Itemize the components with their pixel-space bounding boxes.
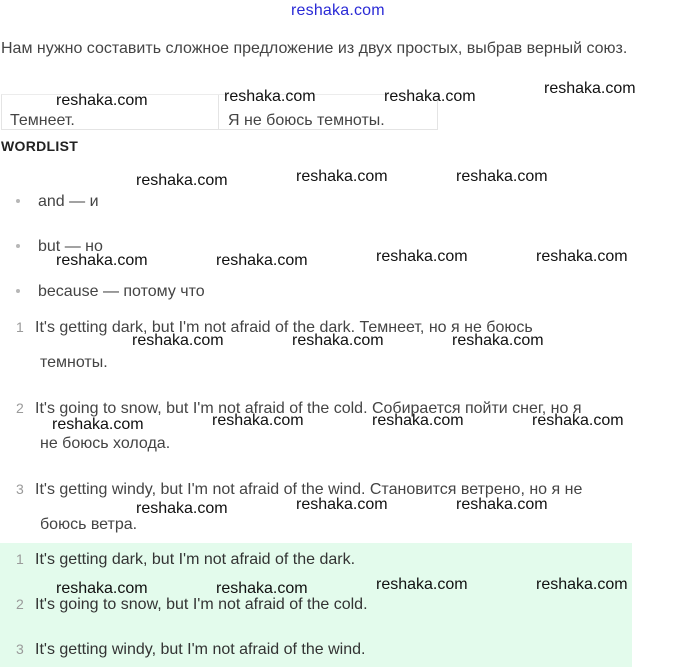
watermark: reshaka.com xyxy=(456,168,548,185)
item-number: 3 xyxy=(16,641,24,657)
watermark: reshaka.com xyxy=(456,496,548,513)
answer-line-cont: боюсь ветра. xyxy=(40,516,138,533)
site-watermark-top: reshaka.com xyxy=(291,2,385,19)
watermark: reshaka.com xyxy=(132,332,224,349)
wordlist-item: because — потому что xyxy=(16,283,205,301)
item-number: 1 xyxy=(16,551,24,567)
item-number: 2 xyxy=(16,596,24,612)
sentence-left: Темнеет. xyxy=(2,95,219,129)
answer-line: It's getting windy, but I'm not afraid of the wind. Становится ветрено, но я не xyxy=(35,481,583,498)
watermark: reshaka.com xyxy=(212,412,304,429)
item-number: 3 xyxy=(16,481,24,497)
watermark: reshaka.com xyxy=(56,92,148,109)
final-answer-item: 1 It's getting dark, but I'm not afraid of the dark. xyxy=(16,551,356,568)
bullet-icon xyxy=(16,289,20,293)
wordlist-item: but — но xyxy=(16,238,103,256)
watermark: reshaka.com xyxy=(452,332,544,349)
watermark: reshaka.com xyxy=(544,80,636,97)
item-number: 2 xyxy=(16,400,24,416)
watermark: reshaka.com xyxy=(532,412,624,429)
bullet-icon xyxy=(16,244,20,248)
watermark: reshaka.com xyxy=(296,496,388,513)
watermark: reshaka.com xyxy=(536,576,628,593)
watermark: reshaka.com xyxy=(56,580,148,597)
item-number: 1 xyxy=(16,319,24,335)
answer-line: It's going to snow, but I'm not afraid of the cold. Собирается пойти снег, но я xyxy=(35,400,582,417)
watermark: reshaka.com xyxy=(384,88,476,105)
watermark: reshaka.com xyxy=(372,412,464,429)
watermark: reshaka.com xyxy=(536,248,628,265)
watermark: reshaka.com xyxy=(52,416,144,433)
wordlist-heading: WORDLIST xyxy=(1,138,79,154)
watermark: reshaka.com xyxy=(292,332,384,349)
watermark: reshaka.com xyxy=(136,172,228,189)
wordlist-item: and — и xyxy=(16,193,99,211)
bullet-icon xyxy=(16,199,20,203)
final-answer-item: 3 It's getting windy, but I'm not afraid of the wind. xyxy=(16,641,366,658)
watermark: reshaka.com xyxy=(216,252,308,269)
final-answer-item: 2 It's going to snow, but I'm not afraid of the cold. xyxy=(16,596,368,613)
watermark: reshaka.com xyxy=(56,252,148,269)
answer-line-cont: не боюсь холода. xyxy=(40,435,171,452)
answer-line-cont: темноты. xyxy=(40,354,108,371)
watermark: reshaka.com xyxy=(216,580,308,597)
watermark: reshaka.com xyxy=(136,500,228,517)
answer-line: It's getting dark, but I'm not afraid of the dark. Темнеет, но я не боюсь xyxy=(35,319,533,336)
sentence-right: Я не боюсь темноты. xyxy=(228,112,385,129)
task-instruction: Нам нужно составить сложное предложение из двух простых, выбрав верный союз. xyxy=(1,40,628,57)
watermark: reshaka.com xyxy=(296,168,388,185)
watermark: reshaka.com xyxy=(376,576,468,593)
watermark: reshaka.com xyxy=(224,88,316,105)
watermark: reshaka.com xyxy=(376,248,468,265)
